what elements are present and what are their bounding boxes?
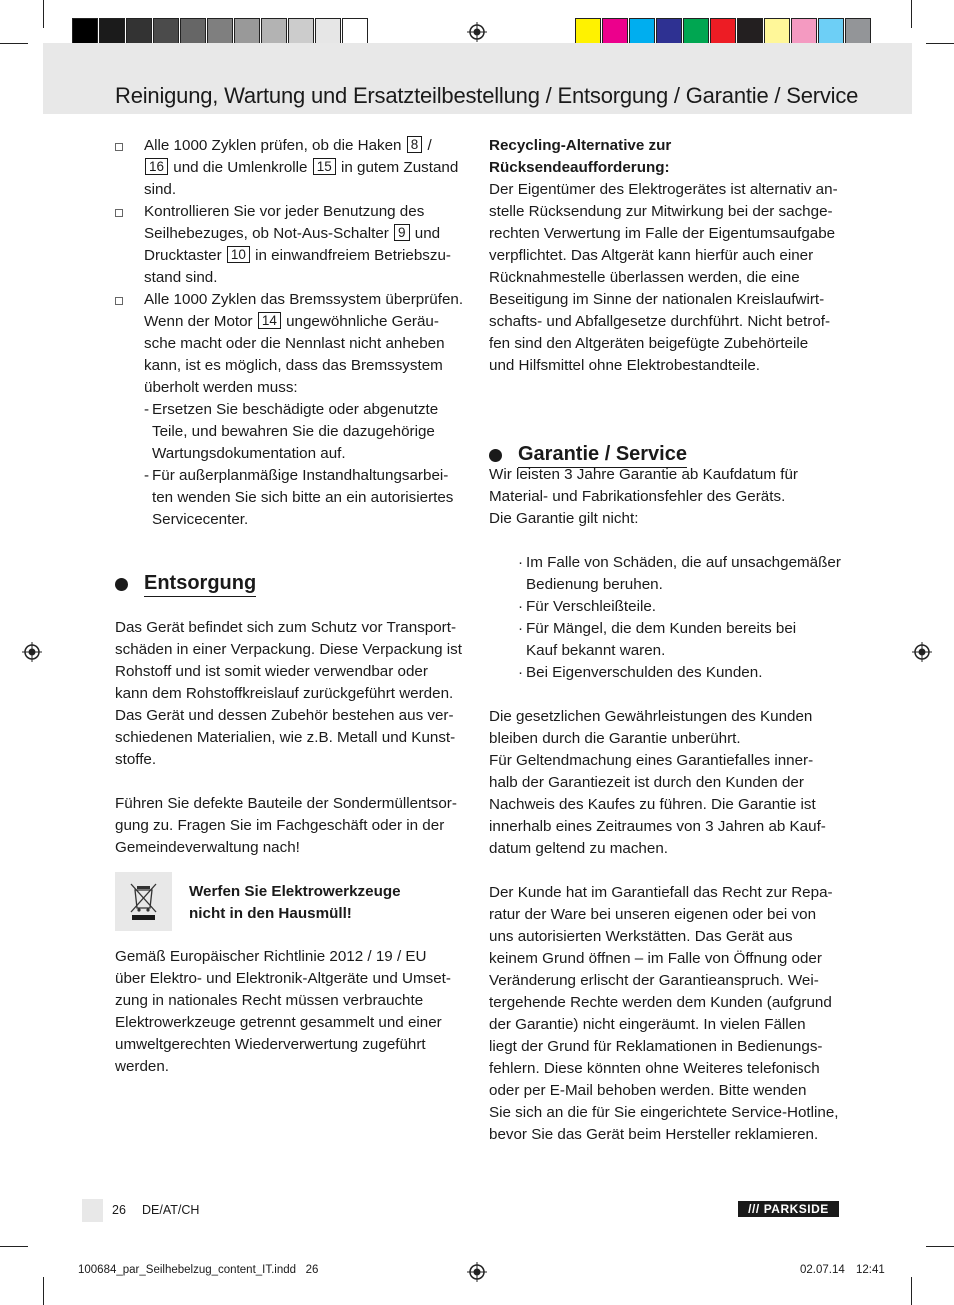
text-line: Führen Sie defekte Bauteile der Sondermüllentsor- (115, 795, 457, 812)
text-line: sind. (144, 181, 177, 198)
text-line: Für Mängel, die dem Kunden bereits bei (526, 620, 797, 637)
crop-mark (43, 0, 44, 28)
crop-mark (43, 1277, 44, 1305)
crop-mark (0, 1246, 28, 1247)
color-swatch (207, 18, 233, 45)
text-line: umweltgerechten Wiederverwertung zugeführt (115, 1036, 426, 1053)
color-swatch (126, 18, 152, 45)
parkside-logo (738, 1201, 839, 1217)
text-line: bleiben durch die Garantie unberührt. (489, 730, 741, 747)
text-line: Werfen Sie Elektrowerkzeuge (189, 883, 401, 900)
text-line: Die Garantie gilt nicht: (489, 510, 639, 527)
text-line: Der Eigentümer des Elektrogerätes ist alternativ an- (489, 181, 838, 198)
color-swatch (234, 18, 260, 45)
registration-mark-icon (467, 1262, 487, 1282)
text-line: Rücksendeaufforderung: (489, 159, 670, 176)
text-line: überholt werden muss: (144, 379, 298, 396)
part-reference: 15 (313, 158, 336, 175)
registration-mark-icon (467, 22, 487, 42)
directive-text (115, 946, 470, 1078)
sub-item (144, 399, 470, 465)
warranty-heading-text: Garantie / Service (518, 443, 687, 468)
part-reference: 16 (145, 158, 168, 175)
text-line: stand sind. (144, 269, 218, 286)
exclusion-item (518, 552, 849, 596)
text-line: Wartungsdokumentation auf. (152, 445, 346, 462)
disposal-text (115, 617, 470, 859)
color-swatch (602, 18, 628, 45)
color-swatch (342, 18, 368, 45)
text-line: Servicecenter. (152, 511, 249, 528)
text-line: Gemeindeverwaltung nach! (115, 839, 300, 856)
text-line: oder per E-Mail behoben werden. Bitte wenden (489, 1082, 807, 1099)
warranty-text (489, 464, 849, 1146)
part-reference: 9 (394, 224, 410, 241)
text-line: keinem Grund öffnen – im Falle von Öffnung oder (489, 950, 822, 967)
text-line: schiedenen Materialien, wie z.B. Metall und Kunst- (115, 729, 456, 746)
text-line: Rohstoff und ist somit wieder verwendbar oder (115, 663, 428, 680)
text-line: bevor Sie das Gerät beim Hersteller reklamieren. (489, 1126, 819, 1143)
color-swatch (72, 18, 98, 45)
dot-marker: · (518, 554, 524, 571)
text-line: datum geltend zu machen. (489, 840, 668, 857)
text-line: werden. (115, 1058, 170, 1075)
text-line: verpflichtet. Das Altgerät kann hierfür auch einer (489, 247, 814, 264)
text-line: Recycling-Alternative zur (489, 137, 672, 154)
color-swatch (791, 18, 817, 45)
text-line: uns autorisierten Werkstätten. Das Gerät aus (489, 928, 793, 945)
footer-date: 02.07.14 (800, 1264, 845, 1276)
text-line: Alle 1000 Zyklen prüfen, ob die Haken (144, 137, 406, 154)
page-title: Reinigung, Wartung und Ersatzteilbestellung / Entsorgung / Garantie / Service (115, 83, 859, 108)
text-line: schäden in einer Verpackung. Diese Verpackung ist (115, 641, 462, 658)
text-line: Elektrowerkzeuge getrennt gesammelt und einer (115, 1014, 442, 1031)
color-swatch (737, 18, 763, 45)
footer-filename: 100684_par_Seilhebelzug_content_IT.indd 26 (78, 1264, 319, 1276)
grayscale-color-bar (72, 18, 369, 45)
region-code: DE/AT/CH (142, 1203, 200, 1217)
text-line: Bedienung beruhen. (526, 576, 663, 593)
warranty-intro (489, 464, 849, 530)
warranty-paragraph (489, 882, 849, 1146)
registration-mark-icon (22, 642, 42, 662)
checkbox-square-icon (115, 297, 123, 305)
disposal-warning (189, 881, 479, 925)
text-line: fen sind den Altgeräten beigefügte Zubehörteile (489, 335, 809, 352)
heading-bullet-icon (489, 449, 502, 462)
text-line: stelle Rücksendung zur Mitwirkung bei der sachge- (489, 203, 833, 220)
text-line: Alle 1000 Zyklen das Bremssystem überprüfen. (144, 291, 464, 308)
dash-marker: - (144, 401, 150, 418)
text-line: in einwandfreiem Betriebszu- (250, 247, 451, 264)
left-column (115, 135, 470, 531)
right-column (489, 135, 849, 377)
part-reference: 8 (407, 136, 423, 153)
text-line: Der Kunde hat im Garantiefall das Recht zur Repa- (489, 884, 833, 901)
warranty-paragraph (489, 706, 849, 860)
crop-mark (926, 1246, 954, 1247)
directive-paragraph (115, 946, 470, 1078)
text-line: halb der Garantiezeit ist durch den Kunden der (489, 774, 804, 791)
color-swatch (845, 18, 871, 45)
text-line: nicht in den Hausmüll! (189, 905, 352, 922)
dot-marker: · (518, 598, 524, 615)
part-reference: 14 (258, 312, 281, 329)
text-line: der Garantie) nicht eingeräumt. In vielen Fällen (489, 1016, 806, 1033)
text-line: Kauf bekannt waren. (526, 642, 666, 659)
text-line: Sie sich an die für Sie eingerichtete Service-Hotline, (489, 1104, 839, 1121)
text-line: Nachweis des Kaufes zu führen. Die Garantie ist (489, 796, 816, 813)
text-line: und (410, 225, 441, 242)
exclusion-item (518, 662, 849, 684)
text-line: Im Falle von Schäden, die auf unsachgemäßer (526, 554, 841, 571)
exclusion-item (518, 596, 849, 618)
text-line: Teile, und bewahren Sie die dazugehörige (152, 423, 435, 440)
maintenance-item (115, 289, 470, 399)
text-line: innerhalb eines Zeitraumes von 3 Jahren ab Kauf- (489, 818, 826, 835)
color-swatch (180, 18, 206, 45)
disposal-heading-text: Entsorgung (144, 572, 256, 597)
color-swatch (818, 18, 844, 45)
text-line: Für außerplanmäßige Instandhaltungsarbei- (152, 467, 449, 484)
color-swatch (288, 18, 314, 45)
text-line: Das Gerät befindet sich zum Schutz vor Transport- (115, 619, 457, 636)
dot-marker: · (518, 664, 524, 681)
text-line: rechten Verwertung im Falle der Eigentumsaufgabe (489, 225, 836, 242)
weee-symbol (115, 872, 172, 931)
crop-mark (926, 43, 954, 44)
crossed-bin-icon (115, 872, 172, 931)
text-line: ratur der Ware bei unseren eigenen oder bei von (489, 906, 817, 923)
text-line: gung zu. Fragen Sie im Fachgeschäft oder in der (115, 817, 445, 834)
color-swatch (764, 18, 790, 45)
text-line: Veränderung erlischt der Garantieanspruch. Wei- (489, 972, 819, 989)
text-line: Beseitigung im Sinne der nationalen Kreislaufwirt- (489, 291, 825, 308)
maintenance-list (115, 135, 470, 399)
text-line: über Elektro- und Elektronik-Altgeräte und Umset- (115, 970, 451, 987)
crop-mark (911, 1277, 912, 1305)
part-reference: 10 (227, 246, 250, 263)
text-line: ten wenden Sie sich bitte an ein autorisiertes (152, 489, 454, 506)
text-line: / (423, 137, 432, 154)
text-line: Das Gerät und dessen Zubehör bestehen aus ver- (115, 707, 454, 724)
recycling-heading (489, 135, 849, 179)
text-line: sche macht oder die Nennlast nicht anheben (144, 335, 445, 352)
text-line: und Hilfsmittel ohne Elektrobestandteile. (489, 357, 760, 374)
disposal-paragraph (115, 793, 470, 859)
logo-text: PARKSIDE (763, 1202, 829, 1216)
color-swatch (683, 18, 709, 45)
text-line: tergehende Rechte werden dem Kunden (aufgrund (489, 994, 832, 1011)
text-line: Wenn der Motor (144, 313, 257, 330)
exclusion-item (518, 618, 849, 662)
text-line: Wir leisten 3 Jahre Garantie ab Kaufdatum für (489, 466, 798, 483)
text-line: kann, ist es möglich, dass das Bremssystem (144, 357, 443, 374)
maintenance-item (115, 135, 470, 201)
footer-time: 12:41 (856, 1264, 885, 1276)
text-line: schafts- und Abfallgesetze durchführt. Nicht betrof- (489, 313, 831, 330)
checkbox-square-icon (115, 209, 123, 217)
text-line: in gutem Zustand (336, 159, 459, 176)
dash-marker: - (144, 467, 150, 484)
text-line: Für Verschleißteile. (526, 598, 656, 615)
text-line: kann dem Rohstoffkreislauf zurückgeführt werden. (115, 685, 454, 702)
text-line: Die gesetzlichen Gewährleistungen des Kunden (489, 708, 813, 725)
color-swatch (575, 18, 601, 45)
text-line: zung in nationales Recht müssen verbrauchte (115, 992, 424, 1009)
registration-mark-icon (912, 642, 932, 662)
text-line: Rücknahmestelle überlassen werden, die eine (489, 269, 800, 286)
color-swatch (656, 18, 682, 45)
text-line: und die Umlenkrolle (169, 159, 312, 176)
process-color-bar (575, 18, 872, 45)
text-line: fehlern. Diese könnten ohne Weiteres telefonisch (489, 1060, 820, 1077)
text-line: Für Geltendmachung eines Garantiefalles inner- (489, 752, 814, 769)
recycling-paragraph (489, 179, 849, 377)
sub-item (144, 465, 470, 531)
page-number: 26 (112, 1203, 126, 1217)
dot-marker: · (518, 620, 524, 637)
color-swatch (99, 18, 125, 45)
maintenance-item (115, 201, 470, 289)
text-line: ungewöhnliche Geräu- (281, 313, 439, 330)
text-line: Seilhebezuges, ob Not-Aus-Schalter (144, 225, 394, 242)
text-line: Kontrollieren Sie vor jeder Benutzung des (144, 203, 425, 220)
warranty-exclusions (489, 552, 849, 684)
color-swatch (315, 18, 341, 45)
brake-sub-list (144, 399, 470, 531)
color-swatch (629, 18, 655, 45)
text-line: Drucktaster (144, 247, 226, 264)
color-swatch (261, 18, 287, 45)
heading-bullet-icon (115, 578, 128, 591)
crop-mark (0, 43, 28, 44)
disposal-paragraph (115, 617, 470, 771)
color-swatch (153, 18, 179, 45)
text-line: stoffe. (115, 751, 157, 768)
text-line: Ersetzen Sie beschädigte oder abgenutzte (152, 401, 439, 418)
text-line: liegt der Grund für Reklamationen in Bedienungs- (489, 1038, 823, 1055)
text-line: Material- und Fabrikationsfehler des Geräts. (489, 488, 786, 505)
text-line: Bei Eigenverschulden des Kunden. (526, 664, 763, 681)
color-swatch (710, 18, 736, 45)
logo-slashes: /// (748, 1202, 760, 1216)
crop-mark (911, 0, 912, 28)
text-line: Gemäß Europäischer Richtlinie 2012 / 19 / EU (115, 948, 427, 965)
checkbox-square-icon (115, 143, 123, 151)
footer-tab (82, 1199, 103, 1222)
